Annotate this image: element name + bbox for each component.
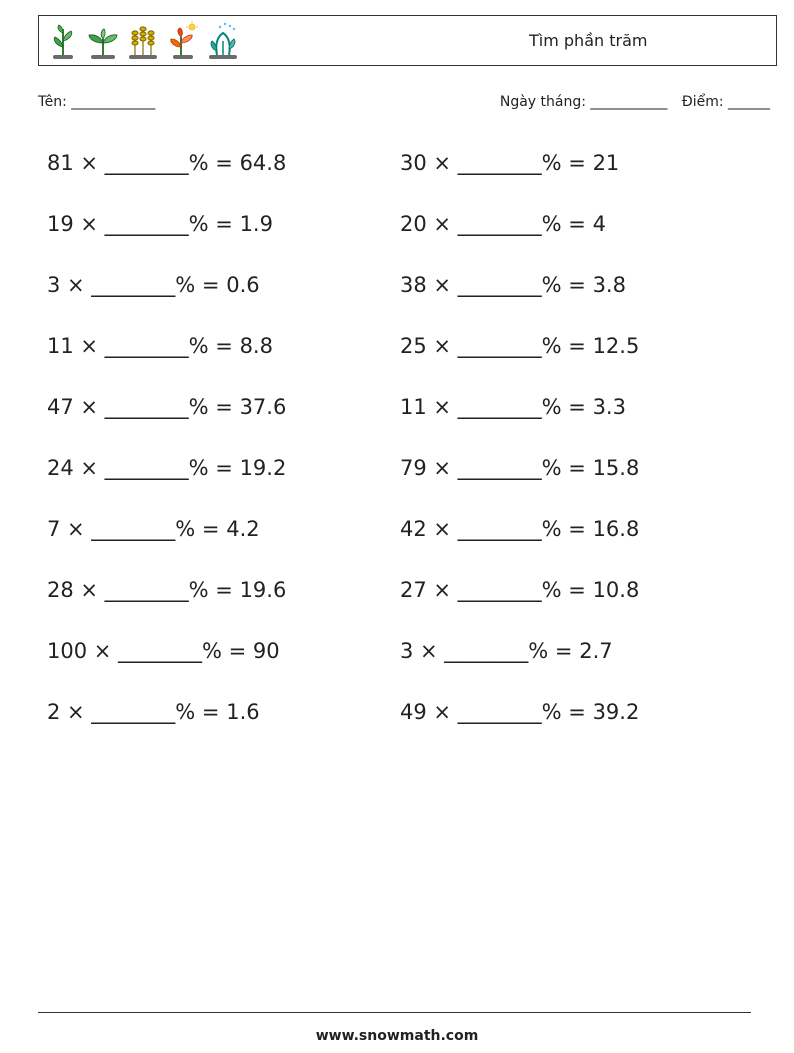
problem-left-1: 81 × ________% = 64.8 xyxy=(47,151,287,175)
plant-seedling-icon xyxy=(87,21,119,61)
footer-divider xyxy=(38,1012,751,1013)
problem-left-8: 28 × ________% = 19.6 xyxy=(47,578,287,602)
problem-right-5: 11 × ________% = 3.3 xyxy=(400,395,626,419)
problem-right-1: 30 × ________% = 21 xyxy=(400,151,620,175)
score-field-label: Điểm: ______ xyxy=(681,94,770,110)
plant-sprout-icon xyxy=(47,21,79,61)
problem-right-2: 20 × ________% = 4 xyxy=(400,212,606,236)
problem-left-6: 24 × ________% = 19.2 xyxy=(47,456,287,480)
problem-left-10: 2 × ________% = 1.6 xyxy=(47,700,260,724)
header-icons xyxy=(47,21,239,61)
name-field-label: Tên: ____________ xyxy=(38,94,156,110)
flower-sun-icon xyxy=(167,21,199,61)
problem-left-4: 11 × ________% = 8.8 xyxy=(47,334,273,358)
problem-left-7: 7 × ________% = 4.2 xyxy=(47,517,260,541)
problem-right-4: 25 × ________% = 12.5 xyxy=(400,334,640,358)
problem-left-3: 3 × ________% = 0.6 xyxy=(47,273,260,297)
date-score-fields xyxy=(490,94,770,110)
problem-right-3: 38 × ________% = 3.8 xyxy=(400,273,626,297)
footer-website: www.snowmath.com xyxy=(315,1028,479,1044)
problem-right-10: 49 × ________% = 39.2 xyxy=(400,700,640,724)
header-box xyxy=(38,15,777,66)
worksheet-title: Tìm phần trăm xyxy=(529,31,648,50)
watering-plant-icon xyxy=(207,21,239,61)
problem-right-8: 27 × ________% = 10.8 xyxy=(400,578,640,602)
problem-right-9: 3 × ________% = 2.7 xyxy=(400,639,613,663)
wheat-icon xyxy=(127,21,159,61)
problem-right-7: 42 × ________% = 16.8 xyxy=(400,517,640,541)
problem-left-5: 47 × ________% = 37.6 xyxy=(47,395,287,419)
problem-right-6: 79 × ________% = 15.8 xyxy=(400,456,640,480)
date-field-label: Ngày tháng: ___________ xyxy=(499,94,668,110)
problem-left-2: 19 × ________% = 1.9 xyxy=(47,212,273,236)
problem-left-9: 100 × ________% = 90 xyxy=(47,639,280,663)
